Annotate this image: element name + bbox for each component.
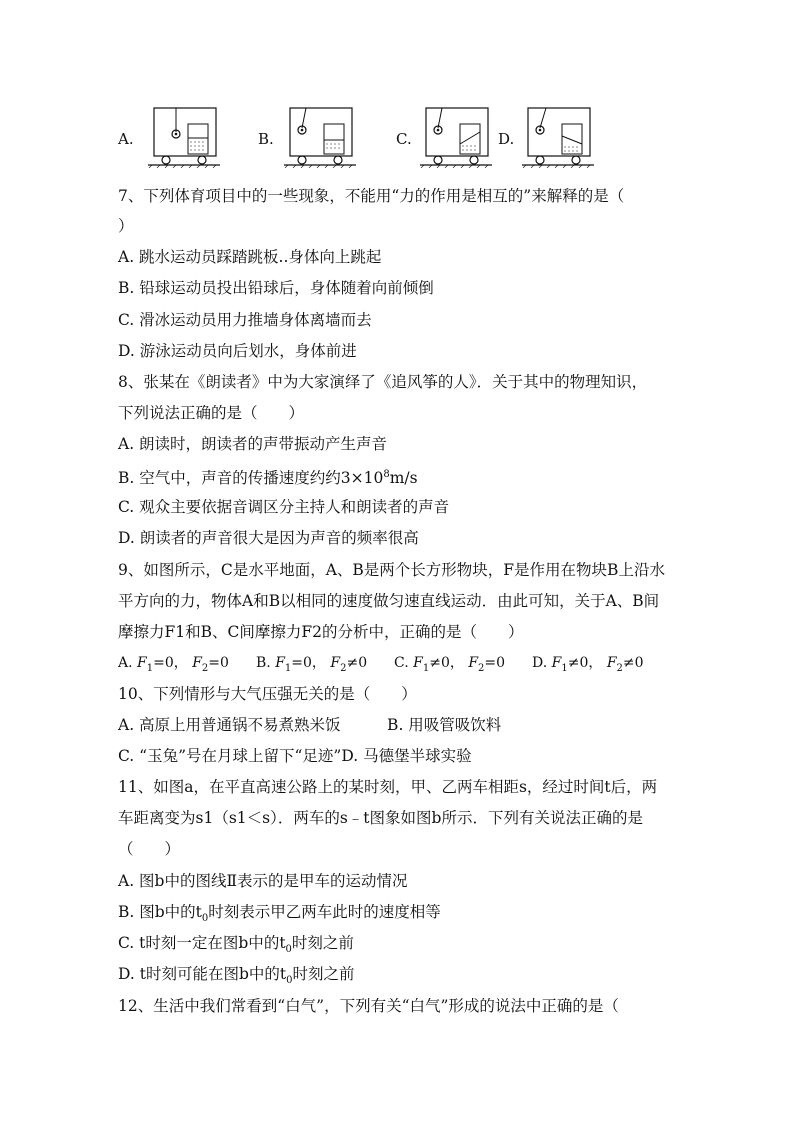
q7-option-c: C. 滑冰运动员用力推墙身体离墙而去 [118,311,372,329]
figure-option-label: A. [118,130,134,148]
figure-option-label: B. [258,130,274,148]
figure-option-label: D. [498,130,515,148]
q9-option-a: A. $F_1=0$， $F_2=0$ [118,655,229,674]
cart-diagram-d [522,104,594,168]
q9-option-b: B. $F_1=0$， $F_2\ne 0$ [256,655,368,674]
q8-stem: 8、张某在《朗读者》中为大家演绎了《追风筝的人》．关于其中的物理知识， [118,373,648,391]
q11-option-c-suffix: 时刻之前 [291,934,354,952]
t0-subscript: 0 [286,975,293,987]
f1-value: =0， [153,655,188,671]
q11-option-c-prefix: C. t时刻一定在图b中的t [118,934,286,952]
figure-option-label: C. [396,130,412,148]
q11-option-a: A. 图b中的图线Ⅱ表示的是甲车的运动情况 [118,872,408,890]
q6-figure-options [118,104,678,168]
f1-value: ≠0， [567,655,603,671]
q12-stem: 12、生活中我们常看到“白气”，下列有关“白气”形成的说法中正确的是（ [118,997,619,1015]
q10-stem: 10、下列情形与大气压强无关的是（ ） [118,685,417,703]
q8-option-b-exponent: 8 [383,469,390,480]
q9-options [118,653,644,679]
q7-stem: 7、下列体育项目中的一些现象，不能用“力的作用是相互的”来解释的是（ [118,187,625,205]
f2-value: ≠0 [346,655,368,671]
q11-stem: 11、如图a，在平直高速公路上的某时刻，甲、乙两车相距s，经过时间t后，两 [118,778,658,796]
q10-options-cd: C. “玉兔”号在月球上留下“足迹”D. 马德堡半球实验 [118,747,472,765]
q11-option-b-prefix: B. 图b中的t [118,903,202,921]
f2-value: =0 [208,655,229,671]
q8-option-b-prefix: B. 空气中，声音的传播速度约约3×10 [118,469,384,488]
q11-stem-cont-1: 车距离变为s1（s1＜s）．两车的s﹣t图象如图b所示．下列有关说法正确的是 [118,809,643,827]
q9-stem-cont-1: 平方向的力，物体A和B以相同的速度做匀速直线运动．由此可知，关于A、B间 [118,592,660,610]
cart-diagram-a [148,104,220,168]
q8-stem-cont: 下列说法正确的是（ ） [118,404,305,422]
f2-value: ≠0 [622,655,644,671]
q11-option-b [118,902,441,929]
f1-value: ≠0， [429,655,464,671]
q11-option-d-suffix: 时刻之前 [292,965,355,983]
option-label: B. [256,655,271,671]
q7-stem-cont: ） [118,217,134,235]
q7-option-d: D. 游泳运动员向后划水，身体前进 [118,342,357,360]
option-label: C. [394,655,409,671]
q8-option-b-unit: m/s [389,469,418,488]
option-label: D. [532,655,548,671]
cart-diagram-c [420,104,492,168]
q9-stem-cont-2: 摩擦力F1和B、C间摩擦力F2的分析中，正确的是（ ） [118,623,524,641]
q8-option-c: C. 观众主要依据音调区分主持人和朗读者的声音 [118,498,450,516]
q8-option-d: D. 朗读者的声音很大是因为声音的频率很高 [118,529,419,547]
q11-option-c [118,933,354,960]
q8-option-b [118,465,418,488]
q7-option-a: A. 跳水运动员踩踏跳板..身体向上跳起 [118,248,382,266]
q11-stem-cont-2: （ ） [118,840,181,858]
q9-option-c: C. $F_1\ne 0$， $F_2=0$ [394,655,506,674]
f2-value: =0 [484,655,506,671]
q11-option-d-prefix: D. t时刻可能在图b中的t [118,965,287,983]
q9-option-d: D. $F_1\ne 0$， $F_2\ne 0$ [532,655,644,674]
q8-option-a: A. 朗读时，朗读者的声带振动产生声音 [118,435,388,453]
t0-subscript: 0 [285,944,292,956]
q10-options-ab: A. 高原上用普通锅不易煮熟米饭 B. 用吸管吸饮料 [118,716,502,734]
cart-diagram-b [284,104,356,168]
f1-value: =0， [291,655,326,671]
q11-option-b-suffix: 时刻表示甲乙两车此时的速度相等 [208,903,441,921]
q9-stem: 9、如图所示，C是水平地面，A、B是两个长方形物块，F是作用在物块B上沿水 [118,561,665,579]
t0-subscript: 0 [201,913,209,925]
q7-option-b: B. 铅球运动员投出铅球后，身体随着向前倾倒 [118,279,434,297]
option-label: A. [118,655,133,671]
q11-option-d [118,964,355,991]
